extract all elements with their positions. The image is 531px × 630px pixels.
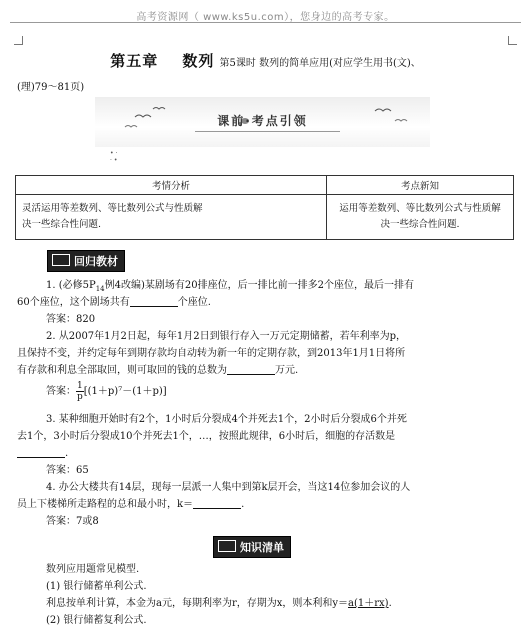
knowledge-line3: 利息按单利计算，本金为a元，每期利率为r，存期为x，则本利和y＝a(1＋rx).	[46, 598, 392, 609]
section-label-text: 知识清单	[240, 541, 284, 554]
q1-line1: 1. (必修$5P_{14}$例4改编)某剧场有20排座位，后一排比前一排多2个座位，最后一排有	[46, 280, 414, 293]
q2-line2: 且保持不变，并约定每年到期存款均自动转为新一年的定期存款，到2013年1月1日将所	[17, 348, 406, 359]
corner-mark-left	[14, 36, 23, 45]
knowledge-line2: (1) 银行储蓄单利公式.	[46, 581, 147, 592]
q3-line1: 3. 某种细胞开始时有2个，1小时后分裂成4个并死去1个，2小时后分裂成6个并死	[46, 414, 407, 425]
chapter-title	[0, 50, 531, 71]
col-header-analysis: 考情分析	[16, 176, 327, 195]
section-label-review	[47, 250, 125, 272]
answer-blank	[17, 446, 65, 458]
knowledge-line4: (2) 银行储蓄复利公式.	[46, 615, 147, 626]
q3-line3: .	[17, 446, 68, 462]
cell-line: 灵活运用等差数列、等比数列公式与性质解	[22, 203, 203, 214]
analysis-cell	[16, 195, 327, 240]
section-label-knowledge	[213, 536, 291, 558]
chapter-name: 数列	[182, 52, 215, 70]
ink-dots: • · · •	[110, 150, 118, 164]
cell-line: 决一些综合性问题.	[380, 219, 460, 230]
cell-line: 决一些综合性问题.	[22, 219, 102, 230]
section-label-text: 回归教材	[74, 255, 118, 268]
page-header: 高考资源网（ www.ks5u.com），您身边的高考专家。	[136, 12, 395, 23]
q4-line2: 员上下楼梯所走路程的总和最小时，k＝ .	[17, 499, 245, 510]
answer-blank	[193, 497, 241, 509]
lesson-title-continued: (理)79～81页)	[17, 82, 85, 93]
requirements-table	[15, 175, 514, 240]
banner-title: 课前·考点引领	[217, 114, 308, 128]
section-banner	[95, 97, 430, 147]
answer-blank	[130, 295, 178, 307]
cell-line: 运用等差数列、等比数列公式与性质解	[339, 203, 501, 214]
lesson-title: 第5课时 数列的简单应用(对应学生用书(文)、	[219, 58, 421, 69]
table-header-row	[16, 176, 514, 195]
book-icon	[218, 540, 236, 552]
header-rule	[10, 22, 521, 23]
q4-answer: 答案：7或8	[46, 516, 99, 527]
table-row	[16, 195, 514, 240]
q3-line2: 去1个，3小时后分裂成10个并死去1个，…，按照此规律，6小时后，细胞的存活数是	[17, 431, 396, 442]
knowledge-line1: 数列应用题常见模型.	[46, 564, 140, 575]
formula-answer: a(1＋rx)	[348, 598, 389, 609]
banner-underline	[195, 131, 340, 132]
chapter-number: 第五章	[110, 52, 159, 70]
new-knowledge-cell	[327, 195, 514, 240]
q1-answer: 答案：820	[46, 314, 96, 325]
q4-line1: 4. 办公大楼共有14层，现每一层派一人集中到第k层开会，当这14位参加会议的人	[46, 482, 411, 493]
corner-mark-right	[508, 36, 517, 45]
answer-fraction: $\frac{1}{p}$	[76, 381, 83, 402]
q2-line3: 有存款和利息全部取回，则可取回的钱的总数为 万元.	[17, 365, 299, 376]
q1-line2: 60个座位，这个剧场共有 个座位.	[17, 297, 211, 308]
book-icon	[52, 254, 70, 266]
q2-line1: 2. 从2007年1月2日起，每年1月2日到银行存入一万元定期储蓄，若年利率为p，	[46, 331, 407, 342]
answer-blank	[227, 363, 275, 375]
q3-answer: 答案：65	[46, 465, 89, 476]
col-header-new-knowledge: 考点新知	[327, 176, 514, 195]
q2-answer: 答案： $\frac{1}{p}$ [(1＋p)⁷－(1＋p)]	[46, 381, 167, 402]
